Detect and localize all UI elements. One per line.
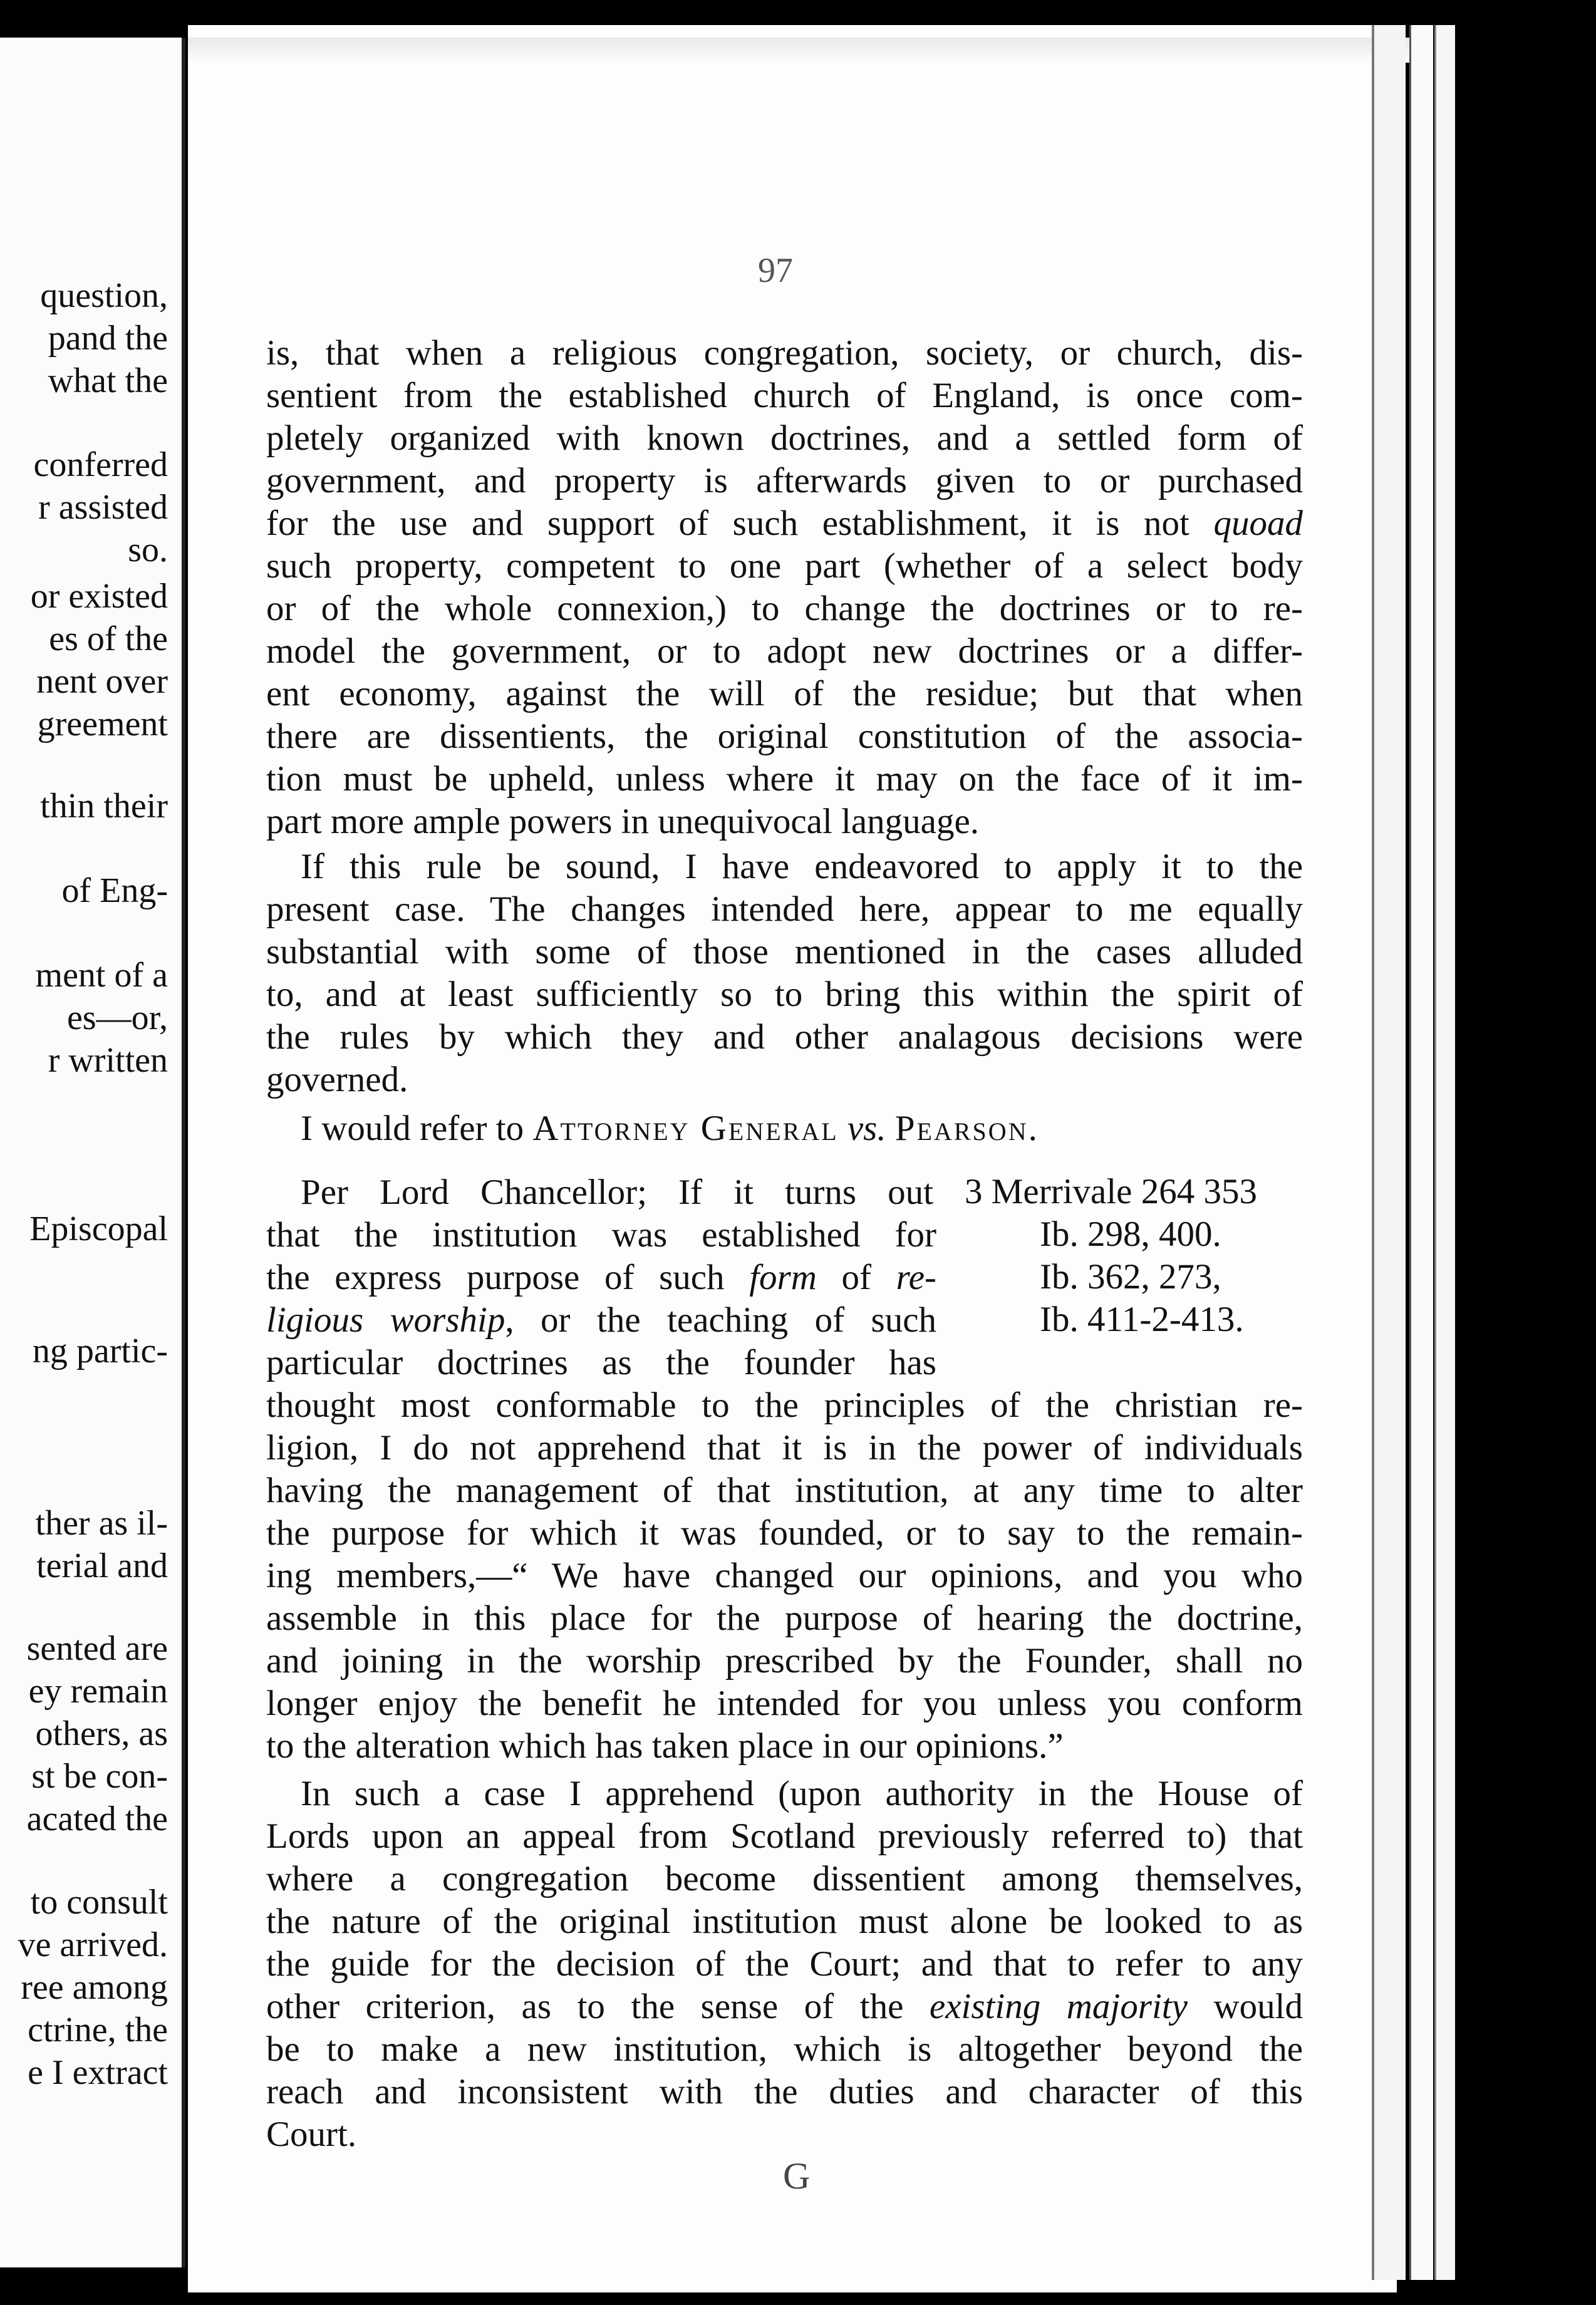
body-line: or of the whole connexion,) to change the doctrines or to re-	[266, 589, 1303, 628]
body-line: assemble in this place for the purpose of hearing the doctrine,	[266, 1598, 1303, 1638]
body-line: Per Lord Chancellor; If it turns out	[301, 1173, 933, 1212]
left-page-line: es of the	[49, 619, 168, 658]
left-page-line: to consult	[30, 1883, 168, 1922]
body-line	[266, 1256, 936, 1299]
body-line-text: other criterion, as to the sense of the	[266, 1987, 930, 2026]
left-page-line: ment of a	[35, 956, 168, 995]
left-page-line: Episcopal	[29, 1209, 168, 1248]
left-page-line: terial and	[36, 1546, 168, 1585]
left-page-line: st be con-	[31, 1757, 168, 1796]
reference-line	[301, 1107, 1303, 1150]
body-line: government, and property is afterwards given to or purchased	[266, 461, 1303, 500]
body-line: longer enjoy the benefit he intended for you unless you conform	[266, 1684, 1303, 1723]
body-line: substantial with some of those mentioned in the cases alluded	[266, 932, 1303, 971]
body-line: governed.	[266, 1060, 408, 1099]
body-line: where a congregation become dissentient among themselves,	[266, 1859, 1303, 1898]
body-line: be to make a new institution, which is altogether beyond the	[266, 2029, 1303, 2069]
body-line	[266, 1986, 1303, 2028]
body-line: thought most conformable to the principles of the christian re-	[266, 1386, 1303, 1425]
citation-note: Ib. 362, 273,	[1040, 1257, 1221, 1297]
body-line: the nature of the original institution must alone be looked to as	[266, 1902, 1303, 1941]
body-line: pletely organized with known doctrines, and a settled form of	[266, 418, 1303, 458]
left-page-line: ng partic-	[32, 1332, 168, 1370]
body-line: and joining in the worship prescribed by the Founder, shall no	[266, 1641, 1303, 1681]
citation-note: Ib. 411-2-413.	[1040, 1300, 1244, 1339]
left-page-line: others, as	[35, 1714, 168, 1753]
body-line-text: , or the teaching of such	[505, 1300, 936, 1340]
body-line: Lords upon an appeal from Scotland previously referred to) that	[266, 1816, 1303, 1856]
left-page-line: ctrine, the	[28, 2011, 168, 2049]
body-line-text: would	[1187, 1987, 1303, 2026]
citation-note: Ib. 298, 400.	[1040, 1215, 1221, 1254]
body-line: sentient from the established church of England, is once com-	[266, 376, 1303, 415]
body-line: part more ample powers in unequivocal language.	[266, 802, 980, 841]
left-facing-page	[0, 38, 185, 2267]
left-page-line: ree among	[21, 1968, 168, 2007]
case-party-2: Pearson.	[894, 1109, 1039, 1148]
left-page-line: e I extract	[28, 2053, 168, 2092]
body-line: the purpose for which it was founded, or to say to the remain-	[266, 1513, 1303, 1553]
body-line: ligion, I do not apprehend that it is in the power of individuals	[266, 1428, 1303, 1468]
body-line: present case. The changes intended here, appear to me equally	[266, 889, 1303, 929]
body-line: there are dissentients, the original constitution of the associa-	[266, 717, 1303, 756]
page-stack-edge	[1409, 25, 1433, 2280]
body-line: particular doctrines as the founder has	[266, 1343, 936, 1382]
body-line: to, and at least sufficiently so to bring this within the spirit of	[266, 975, 1303, 1014]
body-line: If this rule be sound, I have endeavored to apply it to the	[301, 847, 1303, 886]
italic-text: ligious worship	[266, 1300, 505, 1340]
body-line-text: of	[816, 1258, 896, 1297]
left-page-line: r written	[48, 1041, 168, 1080]
body-line: tion must be upheld, unless where it may on the face of it im-	[266, 759, 1303, 799]
body-line: Court.	[266, 2115, 357, 2154]
page-top-edge	[188, 38, 1416, 63]
body-line: the guide for the decision of the Court; and that to refer to any	[266, 1944, 1303, 1984]
page-stack-edge	[1372, 25, 1406, 2280]
left-page-line: es—or,	[66, 998, 168, 1037]
quoad-italic: quoad	[1213, 504, 1303, 543]
body-line-text: the express purpose of such	[266, 1258, 750, 1297]
body-line: such property, competent to one part (whether of a select body	[266, 546, 1303, 586]
left-page-line: question,	[40, 276, 168, 315]
left-page-line: or existed	[30, 577, 168, 616]
italic-text: form	[749, 1258, 817, 1297]
left-page-line: so.	[128, 531, 168, 569]
body-line: that the institution was established for	[266, 1215, 936, 1255]
page-stack-edge	[1434, 25, 1455, 2280]
left-page-line: nent over	[36, 662, 168, 701]
page-number: 97	[758, 251, 793, 290]
reference-prefix: I would refer to	[301, 1109, 533, 1148]
left-page-line: r assisted	[38, 488, 168, 527]
signature-mark: G	[783, 2155, 811, 2197]
body-line: having the management of that institution, at any time to alter	[266, 1471, 1303, 1510]
italic-text: re-	[896, 1258, 936, 1297]
body-line: to the alteration which has taken place in our opinions.”	[266, 1726, 1064, 1766]
left-page-line: thin their	[40, 787, 168, 826]
body-line: In such a case I apprehend (upon authority in the House of	[301, 1774, 1303, 1813]
left-page-line: of Eng-	[61, 871, 168, 910]
left-page-line: conferred	[33, 445, 168, 484]
body-line	[266, 1299, 936, 1342]
left-page-line: ey remain	[28, 1672, 168, 1711]
citation-note: 3 Merrivale 264 353	[965, 1172, 1257, 1211]
left-page-line: ther as il-	[35, 1504, 168, 1543]
case-party-1: Attorney General	[532, 1109, 839, 1148]
left-page-line: pand the	[48, 319, 168, 358]
body-line: reach and inconsistent with the duties and character of this	[266, 2072, 1303, 2111]
body-line: ent economy, against the will of the residue; but that when	[266, 674, 1303, 713]
left-page-line: ve arrived.	[18, 1925, 168, 1964]
versus-italic: vs.	[847, 1109, 886, 1148]
left-page-line: acated the	[26, 1800, 168, 1838]
body-line: ing members,—“ We have changed our opinions, and you who	[266, 1556, 1303, 1595]
body-line: is, that when a religious congregation, society, or church, dis-	[266, 333, 1303, 373]
left-page-line: greement	[37, 705, 168, 743]
body-line-text: for the use and support of such establishment, it is not	[266, 504, 1214, 543]
left-page-line: what the	[48, 361, 168, 400]
body-line: the rules by which they and other analagous decisions were	[266, 1017, 1303, 1057]
body-line: model the government, or to adopt new doctrines or a differ-	[266, 631, 1303, 671]
left-page-line: sented are	[26, 1629, 168, 1668]
body-line	[266, 502, 1303, 545]
italic-text: existing majority	[929, 1987, 1188, 2026]
